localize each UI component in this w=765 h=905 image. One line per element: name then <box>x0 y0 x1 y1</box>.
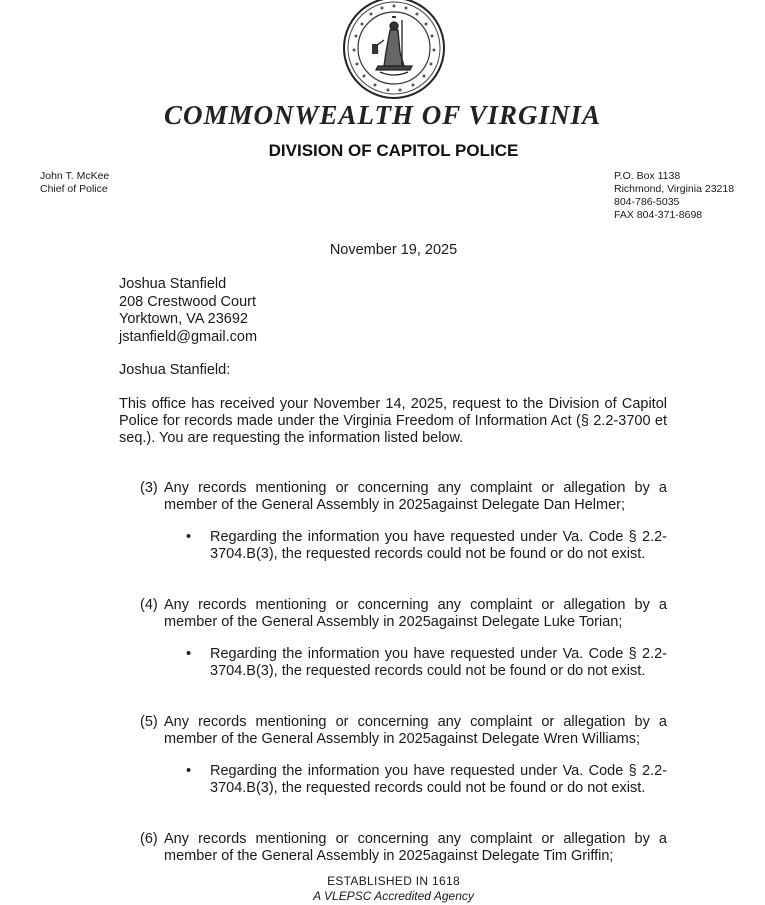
recipient-address <box>119 276 257 346</box>
response-text: Regarding the information you have requested under Va. Code § 2.2-3704.B(3), the requested records could not be found or do not exist. <box>210 529 667 562</box>
recipient-email: jstanfield@gmail.com <box>119 328 258 345</box>
request-item-number: (6) <box>140 831 158 847</box>
response-text: Regarding the information you have requested under Va. Code § 2.2-3704.B(3), the requested records could not be found or do not exist. <box>210 763 667 796</box>
intro-paragraph: This office has received your November 14, 2025, request to the Division of Capitol Police for records made under the Virginia Freedom of Information Act (§ 2.2-3700 et seq.). You are requesting the information listed below. <box>119 396 667 446</box>
footer-accreditation: A VLEPSC Accredited Agency <box>313 889 474 903</box>
response-bullet <box>186 763 667 797</box>
request-item-number: (4) <box>140 597 158 613</box>
request-item <box>140 597 667 631</box>
bullet-icon: • <box>186 646 192 662</box>
response-bullet <box>186 646 667 680</box>
request-item-number: (5) <box>140 714 158 730</box>
request-item-number: (3) <box>140 480 158 496</box>
request-item <box>140 831 667 865</box>
virginia-seal-icon <box>340 0 448 100</box>
request-item-text: Any records mentioning or concerning any complaint or allegation by a member of the General Assembly in 2025against Delegate Wren Williams; <box>164 714 667 747</box>
request-item <box>140 480 667 514</box>
bullet-icon: • <box>186 529 192 545</box>
letterhead-title: COMMONWEALTH OF VIRGINIA <box>163 100 602 130</box>
bullet-icon: • <box>186 763 192 779</box>
request-item-text: Any records mentioning or concerning any complaint or allegation by a member of the General Assembly in 2025against Delegate Dan Helmer; <box>164 480 667 513</box>
division-name: DIVISION OF CAPITOL POLICE <box>268 141 519 160</box>
salutation: Joshua Stanfield: <box>119 362 231 378</box>
letter-date: November 19, 2025 <box>329 242 458 258</box>
office-po-box: P.O. Box 1138 <box>614 170 681 182</box>
sender-block <box>40 170 109 196</box>
office-fax: FAX 804-371-8698 <box>614 209 703 221</box>
request-item <box>140 714 667 748</box>
office-address-block <box>614 170 734 222</box>
response-text: Regarding the information you have requested under Va. Code § 2.2-3704.B(3), the requested records could not be found or do not exist. <box>210 646 667 679</box>
recipient-street: 208 Crestwood Court <box>119 293 257 310</box>
sender-title: Chief of Police <box>40 183 108 195</box>
request-item-text: Any records mentioning or concerning any complaint or allegation by a member of the General Assembly in 2025against Delegate Tim Griffin; <box>164 831 667 864</box>
recipient-name: Joshua Stanfield <box>119 276 227 292</box>
recipient-city: Yorktown, VA 23692 <box>119 311 248 327</box>
office-phone: 804-786-5035 <box>614 196 680 208</box>
footer-established: ESTABLISHED IN 1618 <box>327 874 460 888</box>
office-city: Richmond, Virginia 23218 <box>614 183 735 195</box>
response-bullet <box>186 529 667 563</box>
sender-name: John T. McKee <box>40 170 110 182</box>
request-item-text: Any records mentioning or concerning any complaint or allegation by a member of the General Assembly in 2025against Delegate Luke Torian; <box>164 597 667 630</box>
